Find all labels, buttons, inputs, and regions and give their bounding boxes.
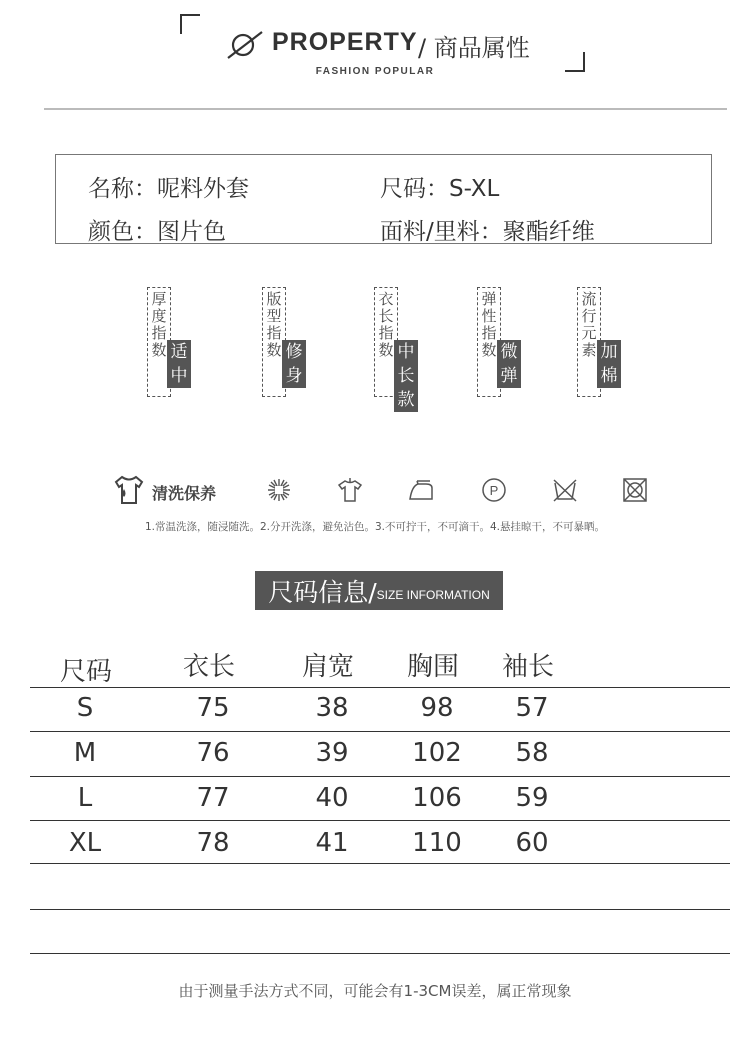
table-cell: 106 bbox=[412, 783, 462, 813]
col-header-length: 衣长 bbox=[183, 652, 236, 682]
no-tumble-dry-icon bbox=[622, 477, 648, 503]
size-banner-title: 尺码信息/ bbox=[268, 577, 377, 607]
col-header-sleeve: 袖长 bbox=[502, 652, 555, 682]
table-cell: 75 bbox=[196, 693, 230, 723]
index-label-char: 指 bbox=[481, 324, 497, 342]
measurement-footnote: 由于测量手法方式不同，可能会有1-3CM误差，属正常现象 bbox=[178, 982, 572, 1000]
index-label-char: 弹 bbox=[481, 290, 497, 308]
index-value-char: 微 bbox=[500, 342, 518, 362]
size-banner-subtitle: SIZE INFORMATION bbox=[376, 588, 490, 602]
index-label-char: 指 bbox=[151, 324, 167, 342]
index-value-char: 中 bbox=[397, 342, 415, 362]
index-value-char: 弹 bbox=[500, 366, 518, 386]
table-cell: 110 bbox=[412, 828, 462, 858]
index-value-char: 款 bbox=[397, 390, 415, 410]
index-label-char: 数 bbox=[378, 341, 394, 359]
index-label-char: 指 bbox=[378, 324, 394, 342]
table-cell: 76 bbox=[196, 738, 230, 768]
table-cell: M bbox=[73, 738, 97, 768]
index-label-char: 厚 bbox=[151, 290, 167, 308]
table-cell: 38 bbox=[315, 693, 349, 723]
table-cell: 59 bbox=[515, 783, 549, 813]
no-wash-icon bbox=[552, 477, 578, 503]
index-label-char: 长 bbox=[378, 307, 394, 325]
info-name: 名称：呢料外套 bbox=[88, 176, 249, 202]
index-label-char: 元 bbox=[581, 324, 597, 342]
index-label-char: 衣 bbox=[378, 290, 394, 308]
index-value-tag bbox=[282, 340, 306, 388]
index-label-char: 性 bbox=[481, 307, 497, 325]
table-cell: 39 bbox=[315, 738, 349, 768]
col-header-shoulder: 肩宽 bbox=[302, 652, 355, 682]
header-subtitle: / 商品属性 bbox=[418, 34, 530, 62]
index-label-char: 数 bbox=[266, 341, 282, 359]
care-label: 清洗保养 bbox=[152, 484, 217, 503]
no-bleach-sun-icon bbox=[266, 477, 292, 503]
table-rule bbox=[30, 776, 730, 777]
circle-slash-logo-icon bbox=[226, 30, 266, 60]
index-value-char: 棉 bbox=[600, 366, 618, 386]
index-value-tag bbox=[497, 340, 521, 388]
index-value-char: 加 bbox=[600, 342, 618, 362]
table-rule bbox=[30, 863, 730, 864]
svg-text:P: P bbox=[489, 483, 499, 498]
shirt-water-icon bbox=[112, 474, 146, 506]
info-color: 颜色：图片色 bbox=[88, 219, 226, 245]
care-instructions: 1.常温洗涤，随浸随洗。2.分开洗涤，避免沾色。3.不可拧干，不可滴干。4.悬挂晾干，不可暴晒。 bbox=[144, 521, 606, 533]
table-cell: 57 bbox=[515, 693, 549, 723]
index-label-char: 度 bbox=[151, 307, 167, 325]
info-fabric: 面料/里料：聚酯纤维 bbox=[380, 219, 595, 245]
table-cell: XL bbox=[68, 828, 102, 858]
header-tagline: FASHION POPULAR bbox=[315, 66, 435, 77]
table-rule bbox=[30, 687, 730, 688]
table-rule bbox=[30, 953, 730, 954]
info-size: 尺码：S-XL bbox=[380, 176, 500, 202]
table-cell: 78 bbox=[196, 828, 230, 858]
index-label-char: 型 bbox=[266, 307, 282, 325]
table-rule bbox=[30, 731, 730, 732]
col-header-size: 尺码 bbox=[60, 657, 113, 687]
iron-icon bbox=[408, 478, 434, 504]
index-label-char: 行 bbox=[581, 307, 597, 325]
index-value-char: 适 bbox=[170, 342, 188, 362]
professional-clean-p-icon bbox=[481, 477, 507, 503]
index-label-char: 数 bbox=[481, 341, 497, 359]
table-cell: 41 bbox=[315, 828, 349, 858]
hang-dry-icon bbox=[337, 477, 363, 503]
table-cell: 102 bbox=[412, 738, 462, 768]
table-cell: S bbox=[76, 693, 94, 723]
table-cell: 77 bbox=[196, 783, 230, 813]
index-label-char: 数 bbox=[151, 341, 167, 359]
corner-bracket-top-left bbox=[180, 14, 200, 34]
index-value-tag bbox=[167, 340, 191, 388]
header-title: PROPERTY bbox=[272, 28, 418, 56]
header-divider bbox=[44, 108, 727, 110]
index-label-char: 素 bbox=[581, 341, 597, 359]
index-value-tag bbox=[394, 340, 418, 412]
table-cell: 60 bbox=[515, 828, 549, 858]
index-value-char: 长 bbox=[397, 366, 415, 386]
table-cell: 98 bbox=[420, 693, 454, 723]
index-value-char: 身 bbox=[285, 366, 303, 386]
index-label-char: 版 bbox=[266, 290, 282, 308]
index-value-tag bbox=[597, 340, 621, 388]
table-rule bbox=[30, 909, 730, 910]
index-label-char: 指 bbox=[266, 324, 282, 342]
index-label-char: 流 bbox=[581, 290, 597, 308]
index-value-char: 修 bbox=[285, 342, 303, 362]
table-cell: L bbox=[77, 783, 93, 813]
table-cell: 40 bbox=[315, 783, 349, 813]
table-rule bbox=[30, 820, 730, 821]
table-cell: 58 bbox=[515, 738, 549, 768]
size-info-banner bbox=[255, 571, 503, 610]
index-value-char: 中 bbox=[170, 366, 188, 386]
col-header-chest: 胸围 bbox=[407, 652, 460, 682]
